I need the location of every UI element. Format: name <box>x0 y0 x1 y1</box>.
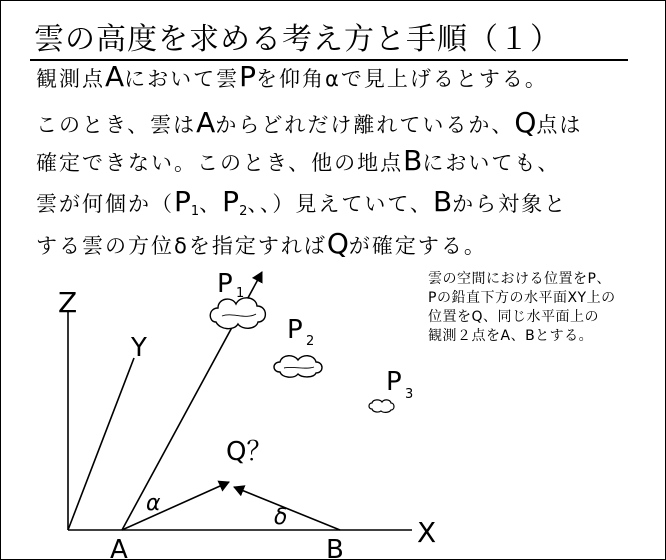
cloud-p2 <box>274 356 322 377</box>
label-angle-delta: δ <box>274 505 288 530</box>
cloud-p1 <box>210 298 265 329</box>
text-subscript-1: 1 <box>190 204 200 219</box>
text-segment: 、 <box>199 192 223 216</box>
slide-title: 雲の高度を求める考え方と手順（１） <box>34 22 561 57</box>
text-segment: においても、 <box>422 151 561 175</box>
y-axis <box>68 358 134 530</box>
label-p2-subscript: 2 <box>306 334 315 349</box>
text-segment: からどれだけ離れているか、 <box>215 113 515 137</box>
text-segment: を指定すれば <box>188 234 327 258</box>
text-point-p2: P <box>222 185 240 218</box>
text-segment: において雲 <box>124 67 240 91</box>
text-point-q: Q <box>326 227 349 260</box>
text-segment: 確定できない。このとき、他の地点 <box>36 151 404 175</box>
cloud-p3 <box>369 400 394 413</box>
label-point-b: B <box>326 535 344 560</box>
text-segment: 観測点 <box>36 67 105 91</box>
text-subscript-2: 2 <box>239 204 248 219</box>
ray-a-to-q <box>122 482 229 530</box>
label-p2: P <box>287 315 303 345</box>
text-alpha: α <box>325 67 341 91</box>
label-q-unknown: Q？ <box>226 437 273 467</box>
text-segment: する雲の方位 <box>36 234 174 258</box>
text-segment: から対象と <box>452 192 568 216</box>
text-delta: δ <box>174 234 189 258</box>
text-segment: が確定する。 <box>348 234 487 258</box>
text-segment: 、、）見えていて、 <box>247 192 433 216</box>
label-p3-subscript: 3 <box>405 387 414 402</box>
label-z-axis: Z <box>58 286 78 319</box>
text-segment: 点は <box>536 113 583 137</box>
text-segment: このとき、雲は <box>36 113 197 137</box>
label-p1-subscript: 1 <box>236 286 245 301</box>
label-angle-alpha: α <box>146 491 161 516</box>
text-point-p1: P <box>174 185 191 218</box>
text-segment: で見上げるとする。 <box>340 67 548 91</box>
text-segment: 雲が何個か（ <box>36 192 174 216</box>
text-point-a: A <box>105 60 125 93</box>
text-segment: を仰角 <box>256 67 326 91</box>
text-point-a: A <box>196 106 216 139</box>
label-p3: P <box>386 367 402 397</box>
note-line-4: 観測２点をA、Bとする。 <box>428 328 594 344</box>
text-point-b: B <box>432 185 453 218</box>
note-line-1: 雲の空間における位置をP、 <box>428 271 611 287</box>
label-point-a: A <box>110 535 128 560</box>
text-point-p: P <box>239 60 257 93</box>
note-line-2: Pの鉛直下方の水平面XY上の <box>428 290 616 306</box>
label-p1: P <box>217 269 233 299</box>
text-point-q: Q <box>514 106 537 139</box>
label-y-axis: Y <box>131 333 147 363</box>
label-x-axis: X <box>417 516 437 549</box>
text-point-b: B <box>403 144 423 177</box>
note-line-3: 位置をQ、同じ水平面上の <box>428 309 600 325</box>
